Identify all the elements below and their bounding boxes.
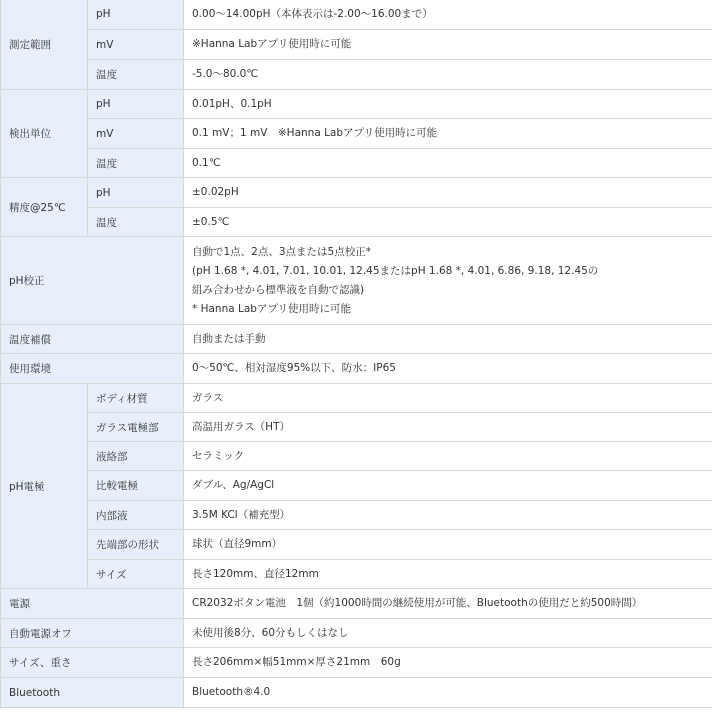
table-row <box>1 208 712 237</box>
table-row <box>1 384 712 413</box>
category-cell: 使用環境 <box>1 354 184 384</box>
subcategory-cell: pH <box>88 178 184 208</box>
value-cell: 0.1℃ <box>184 149 712 178</box>
table-row <box>1 149 712 178</box>
value-cell <box>184 237 712 325</box>
category-cell: 電源 <box>1 589 184 619</box>
value-cell: 3.5M KCl（補充型） <box>184 501 712 530</box>
value-cell: -5.0〜80.0℃ <box>184 60 712 90</box>
table-row <box>1 30 712 60</box>
category-cell: pH電極 <box>1 384 88 589</box>
value-cell: Bluetooth®4.0 <box>184 678 712 708</box>
value-cell: 球状（直径9mm） <box>184 530 712 560</box>
value-cell: ±0.02pH <box>184 178 712 208</box>
value-cell: 0.00〜14.00pH（本体表示は-2.00〜16.00まで） <box>184 0 712 30</box>
value-cell: 長さ206mm×幅51mm×厚さ21mm 60g <box>184 648 712 678</box>
table-row <box>1 90 712 119</box>
subcategory-cell: 比較電極 <box>88 471 184 501</box>
category-cell: 測定範囲 <box>1 0 88 90</box>
subcategory-cell: 先端部の形状 <box>88 530 184 560</box>
subcategory-cell: ボディ材質 <box>88 384 184 413</box>
subcategory-cell: 温度 <box>88 149 184 178</box>
value-line: (pH 1.68 *, 4.01, 7.01, 10.01, 12.45またはpH 1.68 *, 4.01, 6.86, 9.18, 12.45の <box>192 264 599 277</box>
value-cell: 高温用ガラス（HT） <box>184 413 712 442</box>
value-cell: 0.1 mV；1 mV ※Hanna Labアプリ使用時に可能 <box>184 119 712 149</box>
table-row <box>1 0 712 30</box>
value-cell: 長さ120mm、直径12mm <box>184 560 712 589</box>
table-row <box>1 178 712 208</box>
value-cell: CR2032ボタン電池 1個（約1000時間の継続使用が可能、Bluetoothの使用だと約500時間） <box>184 589 712 619</box>
value-cell: 0.01pH、0.1pH <box>184 90 712 119</box>
category-cell: 検出単位 <box>1 90 88 178</box>
table-row <box>1 119 712 149</box>
table-row <box>1 530 712 560</box>
table-row <box>1 560 712 589</box>
category-cell: 自動電源オフ <box>1 619 184 648</box>
category-cell: 温度補償 <box>1 325 184 354</box>
value-cell: 自動または手動 <box>184 325 712 354</box>
value-cell: ±0.5℃ <box>184 208 712 237</box>
subcategory-cell: pH <box>88 0 184 30</box>
value-line: 組み合わせから標準液を自動で認識) <box>192 283 365 296</box>
category-cell: サイズ、重さ <box>1 648 184 678</box>
subcategory-cell: 内部液 <box>88 501 184 530</box>
value-line: 自動で1点、2点、3点または5点校正* <box>192 245 371 258</box>
subcategory-cell: サイズ <box>88 560 184 589</box>
table-row <box>1 589 712 619</box>
table-row <box>1 619 712 648</box>
value-cell: 未使用後8分、60分もしくはなし <box>184 619 712 648</box>
category-cell: Bluetooth <box>1 678 184 708</box>
table-row <box>1 501 712 530</box>
subcategory-cell: 液絡部 <box>88 442 184 471</box>
table-row <box>1 678 712 708</box>
subcategory-cell: mV <box>88 119 184 149</box>
subcategory-cell: ガラス電極部 <box>88 413 184 442</box>
subcategory-cell: mV <box>88 30 184 60</box>
table-row <box>1 60 712 90</box>
table-row <box>1 325 712 354</box>
value-cell: ガラス <box>184 384 712 413</box>
table-row <box>1 413 712 442</box>
category-cell: 精度@25℃ <box>1 178 88 237</box>
value-cell: ダブル、Ag/AgCl <box>184 471 712 501</box>
table-row <box>1 471 712 501</box>
subcategory-cell: 温度 <box>88 208 184 237</box>
value-cell: セラミック <box>184 442 712 471</box>
category-cell: pH校正 <box>1 237 184 325</box>
table-row <box>1 354 712 384</box>
table-row <box>1 648 712 678</box>
value-cell: ※Hanna Labアプリ使用時に可能 <box>184 30 712 60</box>
table-row <box>1 237 712 325</box>
subcategory-cell: pH <box>88 90 184 119</box>
table-row <box>1 442 712 471</box>
value-cell: 0〜50℃、相対湿度95%以下、防水：IP65 <box>184 354 712 384</box>
subcategory-cell: 温度 <box>88 60 184 90</box>
value-line: * Hanna Labアプリ使用時に可能 <box>192 302 352 315</box>
